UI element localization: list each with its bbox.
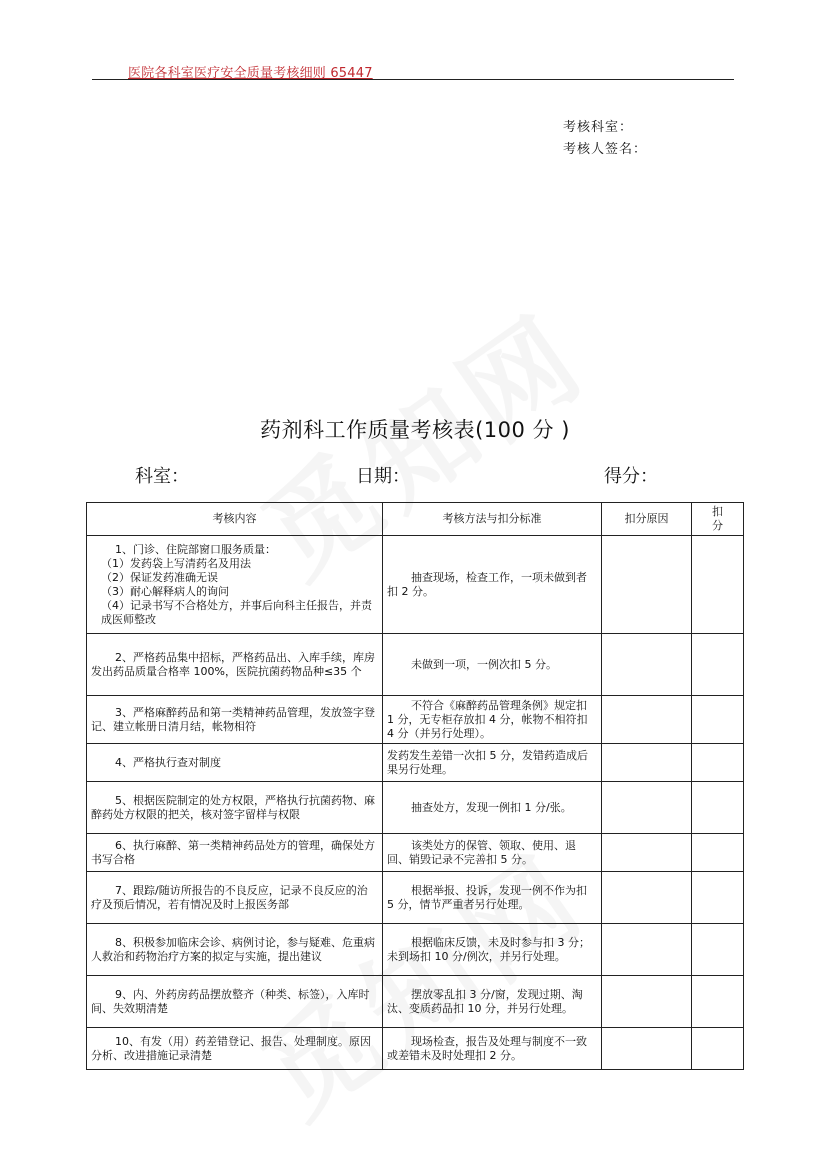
signer-label: 考核人签名： (563, 142, 648, 157)
header-content: 考核内容 (87, 503, 383, 536)
row-content (87, 536, 383, 634)
row-content-line: （2）保证发药准确无误 (101, 570, 218, 584)
header-score-a: 扣 (712, 505, 723, 518)
row-method: 根据临床反馈，未及时参与扣 3 分；未到场扣 10 分/例次，并另行处理。 (383, 924, 602, 976)
table-row (87, 834, 744, 872)
row-method: 该类处方的保管、领取、使用、退回、销毁记录不完善扣 5 分。 (383, 834, 602, 872)
row-reason-cell[interactable] (602, 976, 692, 1028)
row-score-cell[interactable] (692, 782, 744, 834)
row-content: 5、根据医院制定的处方权限，严格执行抗菌药物、麻醉药处方权限的把关，核对签字留样与权限 (87, 782, 383, 834)
row-content: 4、严格执行查对制度 (87, 744, 383, 782)
row-reason-cell[interactable] (602, 872, 692, 924)
table-row (87, 924, 744, 976)
header-divider (92, 79, 734, 80)
row-reason-cell[interactable] (602, 536, 692, 634)
row-method: 抽查现场，检查工作，一项未做到者扣 2 分。 (383, 536, 602, 634)
row-method: 抽查处方，发现一例扣 1 分/张。 (383, 782, 602, 834)
header-method: 考核方法与扣分标准 (383, 503, 602, 536)
row-content: 9、内、外药房药品摆放整齐（种类、标签），入库时间、失效期清楚 (87, 976, 383, 1028)
row-score-cell[interactable] (692, 834, 744, 872)
row-content: 8、积极参加临床会诊、病例讨论，参与疑难、危重病人救治和药物治疗方案的拟定与实施，提出建议 (87, 924, 383, 976)
row-method: 现场检查，报告及处理与制度不一致或差错未及时处理扣 2 分。 (383, 1028, 602, 1070)
row-score-cell[interactable] (692, 634, 744, 696)
row-score-cell[interactable] (692, 924, 744, 976)
row-score-cell[interactable] (692, 536, 744, 634)
table-row (87, 744, 744, 782)
row-score-cell[interactable] (692, 696, 744, 744)
table-row (87, 976, 744, 1028)
header-score (692, 503, 744, 536)
form-title: 药剂科工作质量考核表(100 分 ) (260, 418, 570, 442)
row-method: 未做到一项，一例次扣 5 分。 (383, 634, 602, 696)
header-score-b: 分 (712, 519, 723, 532)
row-reason-cell[interactable] (602, 1028, 692, 1070)
row-content-line: （3）耐心解释病人的询问 (101, 584, 229, 598)
row-method: 不符合《麻醉药品管理条例》规定扣 1 分，无专柜存放扣 4 分，帐物不相符扣 4 分（并另行处理）。 (383, 696, 602, 744)
dept-field-label: 科室： (135, 466, 189, 487)
row-score-cell[interactable] (692, 872, 744, 924)
row-content: 6、执行麻醉、第一类精神药品处方的管理，确保处方书写合格 (87, 834, 383, 872)
row-method: 发药发生差错一次扣 5 分，发错药造成后果另行处理。 (383, 744, 602, 782)
row-reason-cell[interactable] (602, 696, 692, 744)
row-content: 7、跟踪/随访所报告的不良反应，记录不良反应的治疗及预后情况，若有情况及时上报医务部 (87, 872, 383, 924)
row-reason-cell[interactable] (602, 924, 692, 976)
table-row (87, 536, 744, 634)
table-row (87, 634, 744, 696)
row-content-line: （1）发药袋上写清药名及用法 (101, 556, 251, 570)
row-score-cell[interactable] (692, 1028, 744, 1070)
score-field-label: 得分： (604, 466, 658, 487)
table-row (87, 872, 744, 924)
date-field-label: 日期： (356, 466, 410, 487)
document-header-title: 医院各科室医疗安全质量考核细则 65447 (128, 66, 373, 81)
table-row (87, 782, 744, 834)
row-reason-cell[interactable] (602, 744, 692, 782)
row-reason-cell[interactable] (602, 634, 692, 696)
row-method: 根据举报、投诉，发现一例不作为扣 5 分，情节严重者另行处理。 (383, 872, 602, 924)
dept-label: 考核科室： (563, 120, 634, 135)
row-method: 摆放零乱扣 3 分/窗，发现过期、淘汰、变质药品扣 10 分，并另行处理。 (383, 976, 602, 1028)
row-content: 3、严格麻醉药品和第一类精神药品管理，发放签字登记、建立帐册日清月结，帐物相符 (87, 696, 383, 744)
row-content: 10、有发（用）药差错登记、报告、处理制度。原因分析、改进措施记录清楚 (87, 1028, 383, 1070)
row-content-line: （4）记录书写不合格处方，并事后向科主任报告，并责成医师整改 (101, 598, 372, 626)
row-score-cell[interactable] (692, 744, 744, 782)
row-content-line: 1、门诊、住院部窗口服务质量： (115, 542, 276, 556)
header-reason: 扣分原因 (602, 503, 692, 536)
assessment-table (86, 502, 744, 1070)
row-score-cell[interactable] (692, 976, 744, 1028)
row-reason-cell[interactable] (602, 834, 692, 872)
table-row (87, 1028, 744, 1070)
row-content: 2、严格药品集中招标，严格药品出、入库手续，库房发出药品质量合格率 100%，医院抗菌药物品种≤35 个 (87, 634, 383, 696)
table-header-row (87, 503, 744, 536)
row-reason-cell[interactable] (602, 782, 692, 834)
table-row (87, 696, 744, 744)
